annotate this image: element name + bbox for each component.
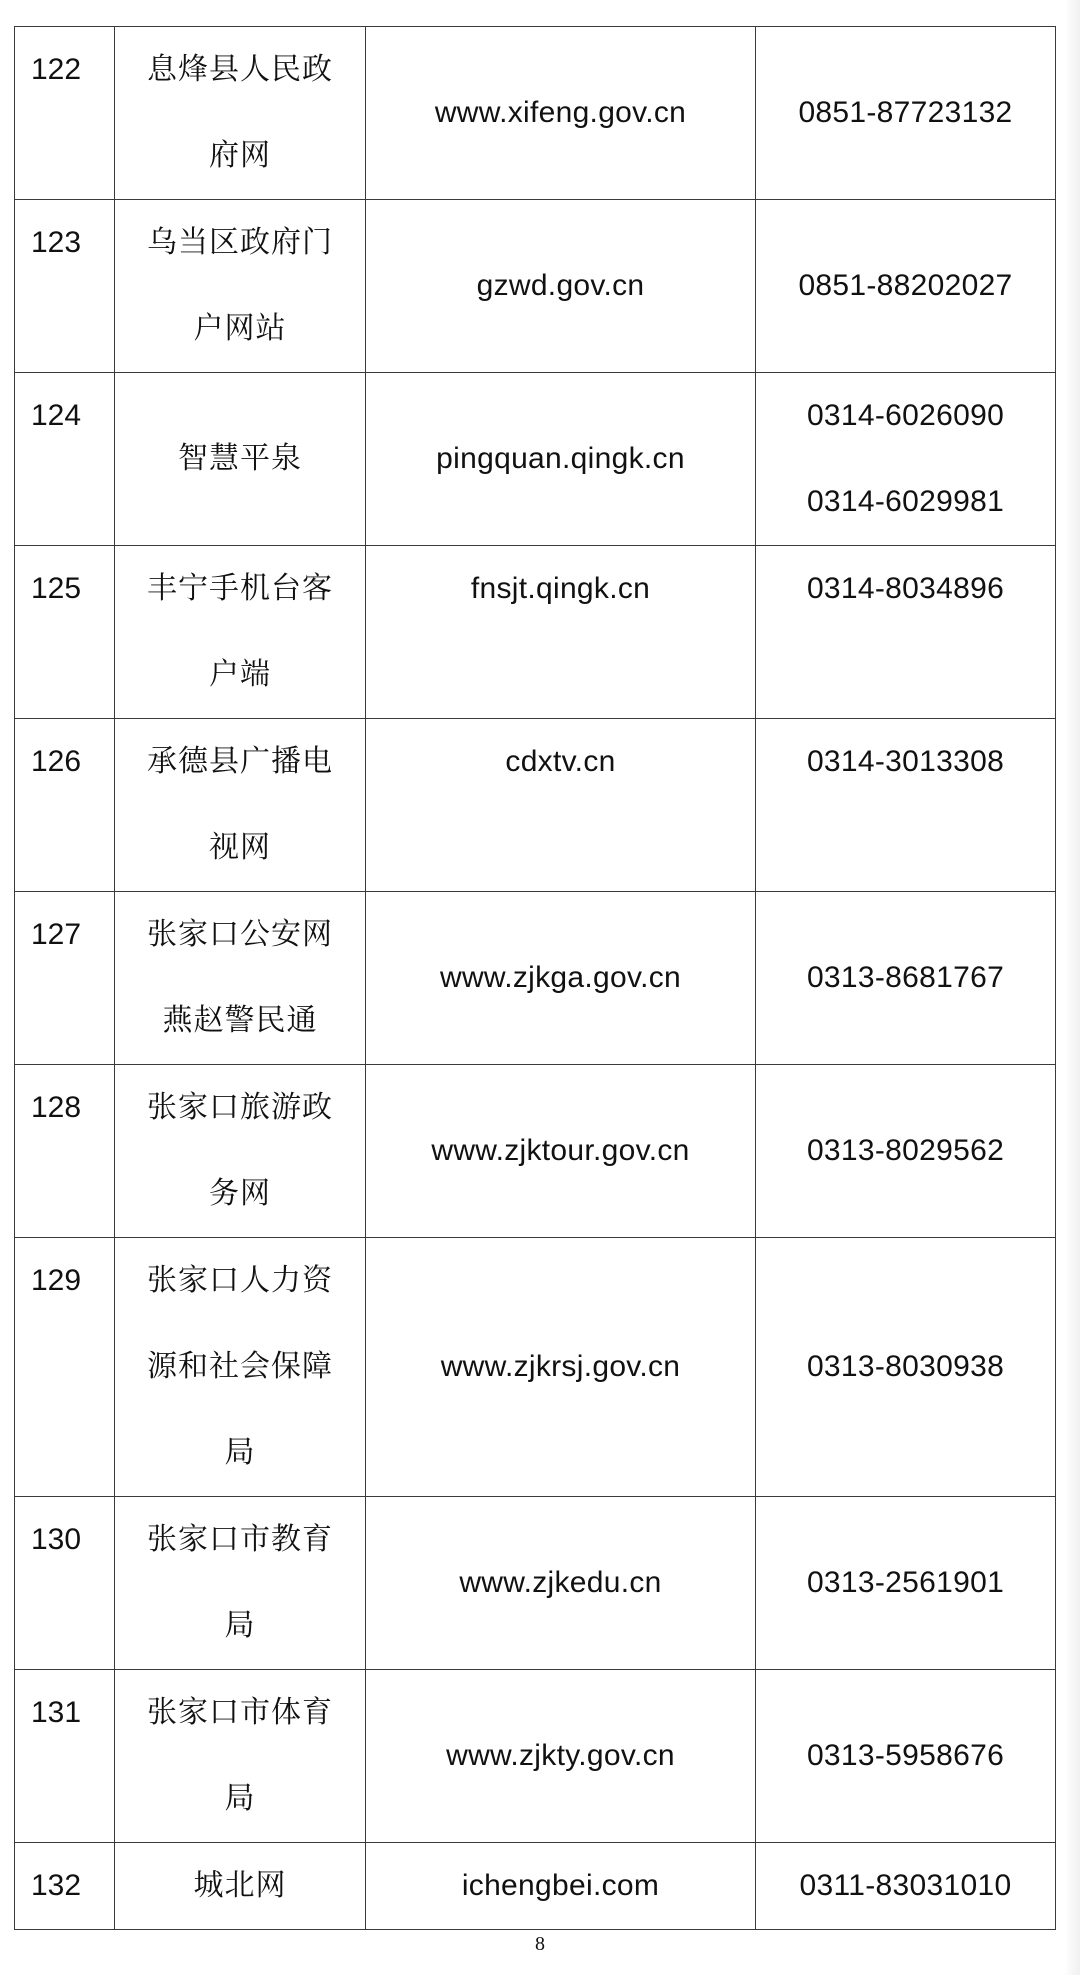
phone-cell [756, 200, 1056, 373]
site-name-cell [115, 892, 366, 1065]
phone-number: 0313-2561901 [806, 1566, 1005, 1599]
site-name-line: 府网 [209, 138, 271, 173]
row-number: 125 [15, 546, 115, 719]
table-row [15, 1670, 1056, 1843]
site-name-cell [115, 1497, 366, 1670]
site-name-line: 张家口公安网 [147, 917, 333, 952]
row-number: 129 [15, 1238, 115, 1497]
phone-cell [756, 1843, 1056, 1930]
website-url[interactable]: www.xifeng.gov.cn [366, 27, 756, 200]
row-number: 131 [15, 1670, 115, 1843]
phone-cell [756, 892, 1056, 1065]
phone-cell [756, 27, 1056, 200]
website-url[interactable]: ichengbei.com [366, 1843, 756, 1930]
site-name-line: 张家口市教育 [147, 1522, 333, 1557]
website-url[interactable]: pingquan.qingk.cn [366, 373, 756, 546]
phone-number: 0314-3013308 [806, 745, 1005, 778]
website-url[interactable]: cdxtv.cn [366, 719, 756, 892]
website-url[interactable]: www.zjktour.gov.cn [366, 1065, 756, 1238]
row-number: 123 [15, 200, 115, 373]
site-name-line: 燕赵警民通 [162, 1003, 318, 1038]
row-number: 130 [15, 1497, 115, 1670]
phone-cell [756, 546, 1056, 719]
phone-cell [756, 373, 1056, 546]
phone-number: 0311-83031010 [799, 1869, 1012, 1902]
row-number: 122 [15, 27, 115, 200]
phone-cell [756, 719, 1056, 892]
phone-cell [756, 1065, 1056, 1238]
website-url[interactable]: www.zjkga.gov.cn [366, 892, 756, 1065]
table-row [15, 27, 1056, 200]
table-row [15, 1843, 1056, 1930]
site-name-cell [115, 1238, 366, 1497]
row-number: 127 [15, 892, 115, 1065]
table-row [15, 200, 1056, 373]
website-directory-table [14, 26, 1056, 1930]
table-row [15, 892, 1056, 1065]
site-name-line: 乌当区政府门 [147, 225, 333, 260]
phone-number: 0313-5958676 [806, 1739, 1005, 1772]
phone-number: 0314-6026090 [806, 399, 1005, 432]
site-name-cell [115, 27, 366, 200]
site-name-line: 户端 [209, 657, 271, 692]
website-url[interactable]: www.zjkrsj.gov.cn [366, 1238, 756, 1497]
site-name-line: 智慧平泉 [178, 441, 302, 476]
row-number: 128 [15, 1065, 115, 1238]
site-name-cell [115, 1065, 366, 1238]
site-name-line: 张家口市体育 [147, 1695, 333, 1730]
site-name-line: 局 [224, 1608, 256, 1643]
phone-number: 0313-8029562 [806, 1134, 1005, 1167]
phone-number: 0313-8681767 [806, 961, 1005, 994]
site-name-cell [115, 200, 366, 373]
phone-number: 0851-88202027 [798, 269, 1013, 302]
phone-number: 0314-8034896 [806, 572, 1005, 605]
site-name-line: 丰宁手机台客 [147, 571, 333, 606]
site-name-line: 源和社会保障 [147, 1349, 333, 1384]
phone-cell [756, 1670, 1056, 1843]
table-row [15, 719, 1056, 892]
table-row [15, 1065, 1056, 1238]
site-name-line: 张家口旅游政 [147, 1090, 333, 1125]
table-row [15, 373, 1056, 546]
site-name-cell [115, 1843, 366, 1930]
site-name-line: 局 [224, 1435, 256, 1470]
phone-number: 0851-87723132 [798, 96, 1013, 129]
page-number: 8 [535, 1933, 545, 1955]
website-url[interactable]: www.zjkedu.cn [366, 1497, 756, 1670]
site-name-cell [115, 1670, 366, 1843]
row-number: 132 [15, 1843, 115, 1930]
table-row [15, 546, 1056, 719]
site-name-line: 城北网 [193, 1868, 287, 1903]
website-url[interactable]: www.zjkty.gov.cn [366, 1670, 756, 1843]
site-name-line: 务网 [209, 1176, 271, 1211]
site-name-cell [115, 719, 366, 892]
site-name-cell [115, 373, 366, 546]
row-number: 124 [15, 373, 115, 546]
site-name-line: 户网站 [193, 311, 287, 346]
table-row [15, 1497, 1056, 1670]
site-name-line: 张家口人力资 [147, 1263, 333, 1298]
site-name-line: 局 [224, 1781, 256, 1816]
row-number: 126 [15, 719, 115, 892]
phone-number: 0314-6029981 [806, 485, 1005, 518]
site-name-line: 息烽县人民政 [147, 52, 333, 87]
phone-cell [756, 1497, 1056, 1670]
phone-cell [756, 1238, 1056, 1497]
site-name-cell [115, 546, 366, 719]
table-row [15, 1238, 1056, 1497]
page-edge-shadow [1064, 0, 1080, 1975]
website-url[interactable]: gzwd.gov.cn [366, 200, 756, 373]
website-url[interactable]: fnsjt.qingk.cn [366, 546, 756, 719]
phone-number: 0313-8030938 [806, 1350, 1005, 1383]
site-name-line: 视网 [209, 830, 271, 865]
site-name-line: 承德县广播电 [147, 744, 333, 779]
